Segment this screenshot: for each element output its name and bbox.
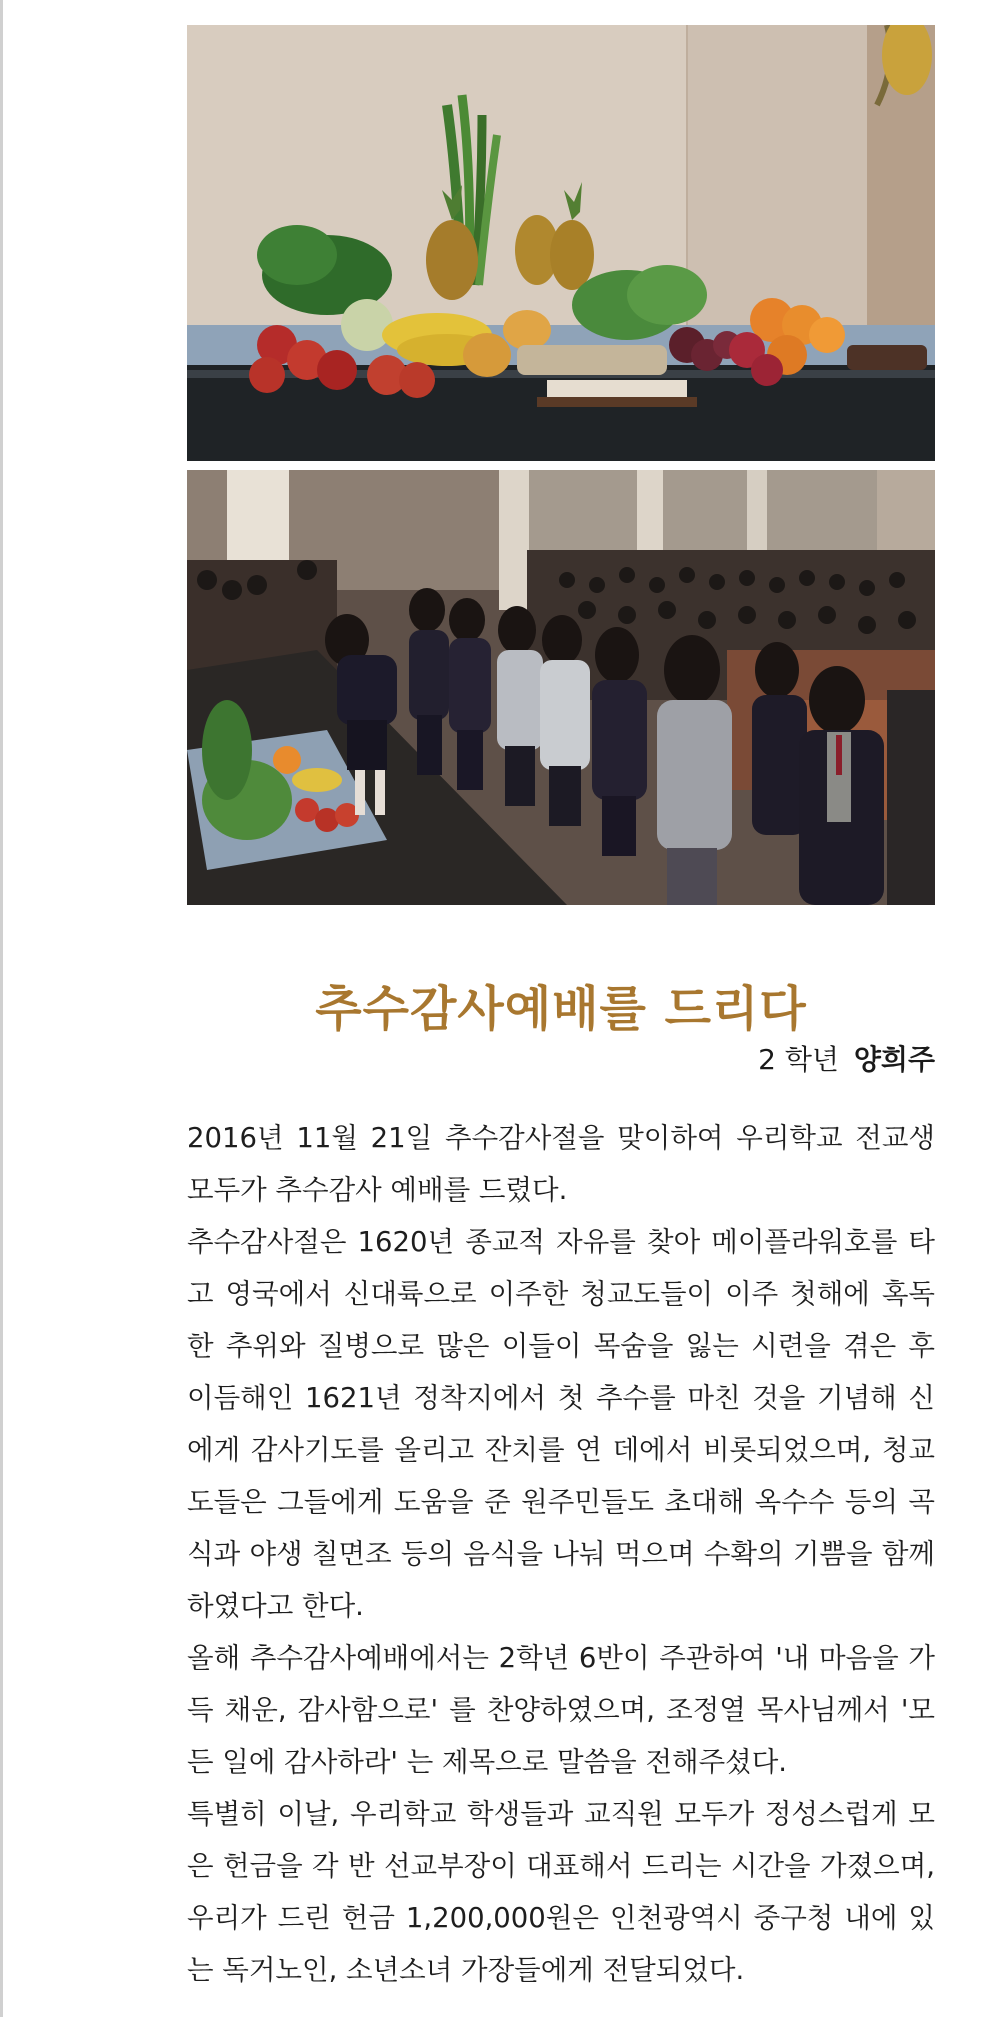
article-paragraph: 올해 추수감사예배에서는 2학년 6반이 주관하여 '내 마음을 가득 채운, 감사함으로' 를 찬양하였으며, 조정열 목사님께서 '모든 일에 감사하라' 는 제목으로 말씀을 전해주셨다. xyxy=(187,1642,935,1778)
article-paragraph: 추수감사절은 1620년 종교적 자유를 찾아 메이플라워호를 타고 영국에서 신대륙으로 이주한 청교도들이 이주 첫해에 혹독한 추위와 질병으로 많은 이들이 목숨을 잃는 시련을 겪은 후 이듬해인 1621년 정착지에서 첫 추수를 마친 것을 기념해 신에게 감사기도를 올리고 잔치를 연 데에서 비롯되었으며, 청교도들은 그들에게 도움을 준 원주민들도 초대해 옥수수 등의 곡식과 야생 칠면조 등의 음식을 나눠 먹으며 수확의 기쁨을 함께 하였다고 한다. xyxy=(187,1226,935,1622)
byline xyxy=(758,1038,935,1078)
article-body xyxy=(187,1112,935,1996)
article-title: 추수감사예배를 드리다 xyxy=(315,981,807,1038)
harvest-altar-photo xyxy=(187,25,935,461)
article-paragraph: 특별히 이날, 우리학교 학생들과 교직원 모두가 정성스럽게 모은 헌금을 각 반 선교부장이 대표해서 드리는 시간을 가졌으며, 우리가 드린 헌금 1,200,000원은 인천광역시 중구청 내에 있는 독거노인, 소년소녀 가장들에게 전달되었다. xyxy=(187,1798,935,1986)
byline-grade: 2 학년 xyxy=(758,1043,839,1076)
page-edge xyxy=(0,0,3,2017)
byline-author: 양희주 xyxy=(853,1043,935,1076)
article-paragraph: 2016년 11월 21일 추수감사절을 맞이하여 우리학교 전교생 모두가 추수감사 예배를 드렸다. xyxy=(187,1122,935,1206)
students-offering-photo xyxy=(187,470,935,905)
